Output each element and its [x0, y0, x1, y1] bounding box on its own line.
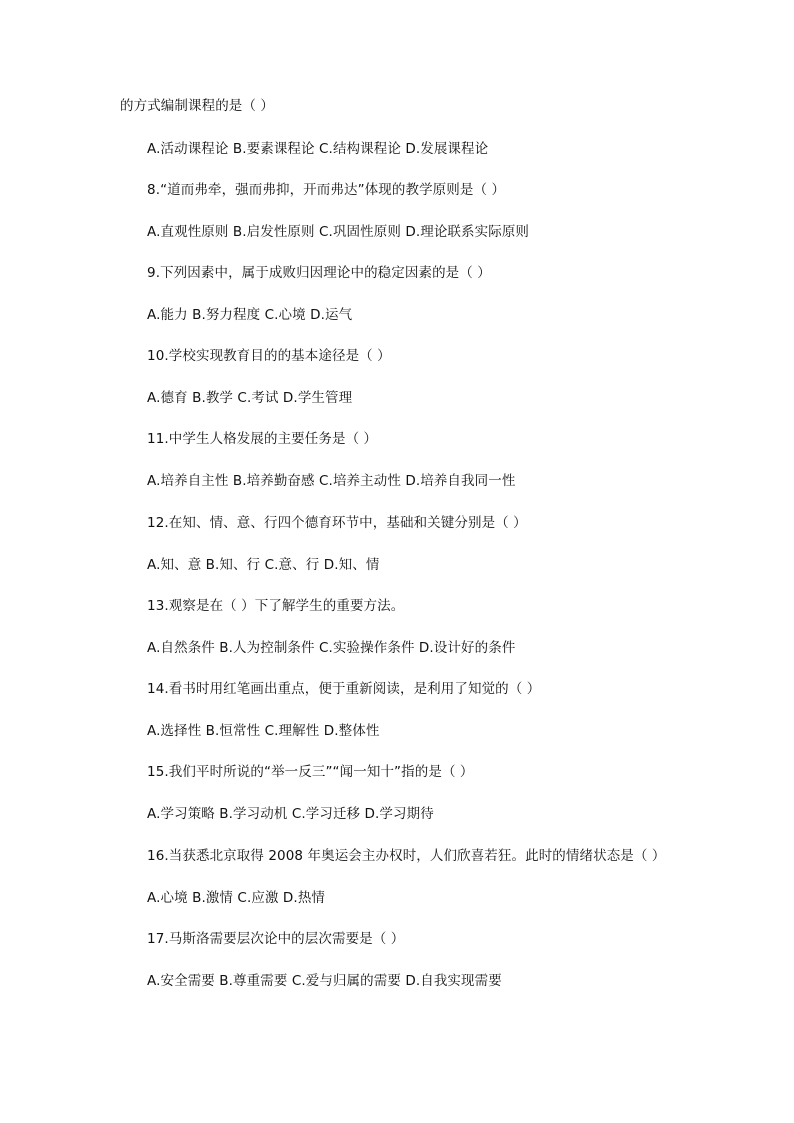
question-11-options: A.培养自主性 B.培养勤奋感 C.培养主动性 D.培养自我同一性 [147, 473, 516, 489]
question-15: 15.我们平时所说的“举一反三”“闻一知十”指的是（ ） [147, 764, 474, 780]
question-8: 8.“道而弗牵，强而弗抑，开而弗达”体现的教学原则是（ ） [147, 182, 506, 198]
question-16-options: A.心境 B.激情 C.应激 D.热情 [147, 890, 326, 906]
question-14: 14.看书时用红笔画出重点，便于重新阅读，是利用了知觉的（ ） [147, 681, 541, 697]
question-10: 10.学校实现教育目的的基本途径是（ ） [147, 348, 391, 364]
question-9-options: A.能力 B.努力程度 C.心境 D.运气 [147, 307, 353, 323]
question-15-options: A.学习策略 B.学习动机 C.学习迁移 D.学习期待 [147, 806, 434, 822]
question-8-options: A.直观性原则 B.启发性原则 C.巩固性原则 D.理论联系实际原则 [147, 224, 530, 240]
question-16: 16.当获悉北京取得 2008 年奥运会主办权时，人们欣喜若狂。此时的情绪状态是（ ） [147, 848, 666, 864]
question-13: 13.观察是在（ ）下了解学生的重要方法。 [147, 598, 405, 614]
question-17: 17.马斯洛需要层次论中的层次需要是（ ） [147, 931, 405, 947]
question-17-options: A.安全需要 B.尊重需要 C.爱与归属的需要 D.自我实现需要 [147, 973, 502, 989]
question-9: 9.下列因素中，属于成败归因理论中的稳定因素的是（ ） [147, 265, 491, 281]
question-14-options: A.选择性 B.恒常性 C.理解性 D.整体性 [147, 723, 380, 739]
question-12-options: A.知、意 B.知、行 C.意、行 D.知、情 [147, 557, 380, 573]
question-12: 12.在知、情、意、行四个德育环节中，基础和关键分别是（ ） [147, 515, 527, 531]
question-11: 11.中学生人格发展的主要任务是（ ） [147, 431, 378, 447]
question-7-continuation: 的方式编制课程的是（ ） [120, 98, 274, 114]
question-7-options: A.活动课程论 B.要素课程论 C.结构课程论 D.发展课程论 [147, 141, 489, 157]
question-10-options: A.德育 B.教学 C.考试 D.学生管理 [147, 390, 353, 406]
question-13-options: A.自然条件 B.人为控制条件 C.实验操作条件 D.设计好的条件 [147, 640, 516, 656]
